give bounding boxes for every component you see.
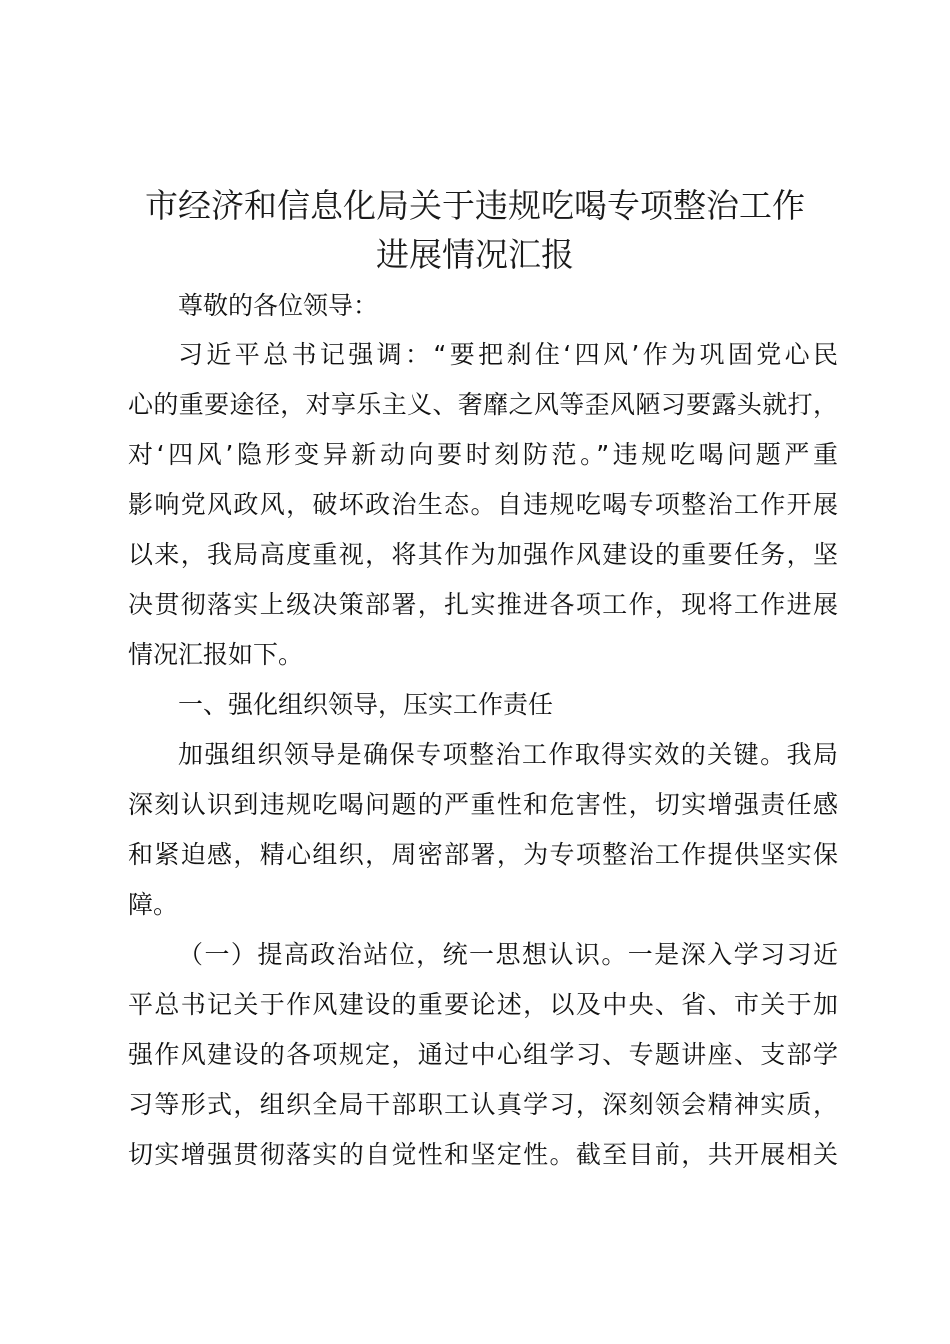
paragraph-1-line: 习近平总书记强调：“要把刹住‘四风’作为巩固党心民 — [178, 340, 838, 369]
paragraph-1-line: 心的重要途径，对享乐主义、奢靡之风等歪风陋习要露头就打， — [128, 390, 838, 419]
paragraph-3-line: 习等形式，组织全局干部职工认真学习，深刻领会精神实质， — [128, 1090, 838, 1119]
paragraph-3-line: 平总书记关于作风建设的重要论述，以及中央、省、市关于加 — [128, 990, 838, 1019]
paragraph-2-line: 加强组织领导是确保专项整治工作取得实效的关键。我局 — [178, 740, 838, 769]
paragraph-3-line: 切实增强贯彻落实的自觉性和坚定性。截至目前，共开展相关 — [128, 1140, 838, 1169]
paragraph-1-line: 情况汇报如下。 — [128, 640, 304, 669]
paragraph-1-line: 影响党风政风，破坏政治生态。自违规吃喝专项整治工作开展 — [128, 490, 838, 519]
paragraph-2-line: 深刻认识到违规吃喝问题的严重性和危害性，切实增强责任感 — [128, 790, 838, 819]
paragraph-3-line: 强作风建设的各项规定，通过中心组学习、专题讲座、支部学 — [128, 1040, 838, 1069]
paragraph-1-line: 对‘四风’隐形变异新动向要时刻防范。”违规吃喝问题严重 — [128, 440, 838, 469]
document-title-line-2: 进展情况汇报 — [376, 235, 574, 274]
paragraph-1-line: 决贯彻落实上级决策部署，扎实推进各项工作，现将工作进展 — [128, 590, 838, 619]
document-title-line-1: 市经济和信息化局关于违规吃喝专项整治工作 — [145, 186, 805, 225]
paragraph-2-line: 和紧迫感，精心组织，周密部署，为专项整治工作提供坚实保 — [128, 840, 838, 869]
paragraph-1-line: 以来，我局高度重视，将其作为加强作风建设的重要任务，坚 — [128, 540, 838, 569]
paragraph-3-line: （一）提高政治站位，统一思想认识。一是深入学习习近 — [178, 940, 838, 969]
paragraph-2-line: 障。 — [128, 890, 179, 919]
salutation: 尊敬的各位领导： — [178, 291, 379, 320]
section-heading: 一、强化组织领导，压实工作责任 — [178, 690, 554, 719]
